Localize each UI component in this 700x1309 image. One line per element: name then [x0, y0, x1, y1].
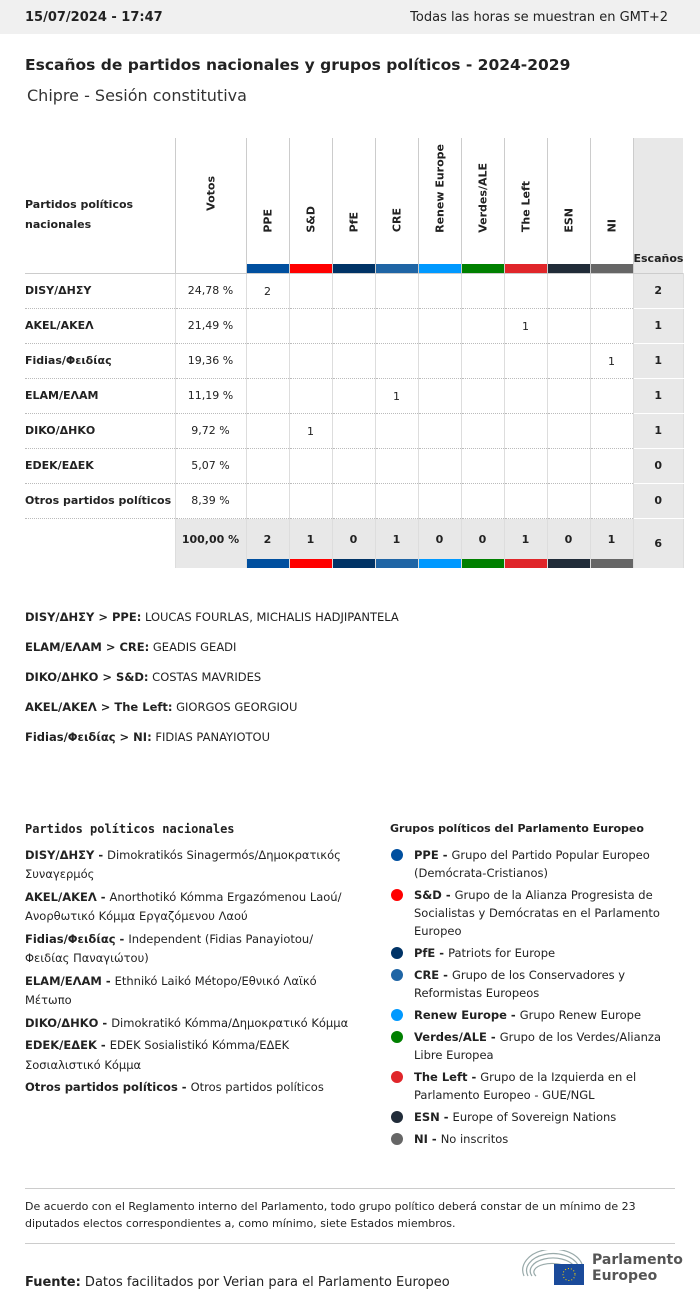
table-row [25, 483, 683, 518]
party-name: AKEL/ΑΚΕΛ [25, 308, 175, 343]
votes-value: 5,07 % [175, 448, 246, 483]
legend-group-key: CRE - [414, 968, 452, 982]
group-seats-cell [504, 448, 547, 483]
legend-party-key: DISY/ΔΗΣΥ - [25, 847, 108, 862]
group-seats-total: 1 [504, 518, 547, 568]
legend-group-key: ESN - [414, 1110, 453, 1124]
group-color-bar [548, 264, 590, 273]
group-seats-cell: 1 [590, 343, 633, 378]
group-seats-cell [246, 413, 289, 448]
assignment-meps: FIDIAS PANAYIOTOU [151, 730, 271, 744]
assignment-item [25, 610, 399, 640]
source-label: Fuente: [25, 1275, 81, 1290]
group-header-label: ESN [562, 207, 575, 233]
legend-party-name: Dimokratikó Kómma/Δημοκρατικό Κόμμα [111, 1015, 349, 1030]
group-seats-cell: 1 [375, 378, 418, 413]
group-seats-cell [375, 273, 418, 308]
group-seats-total: 0 [418, 518, 461, 568]
group-seats-cell [246, 448, 289, 483]
legend-party-key: AKEL/ΑΚΕΛ - [25, 889, 110, 904]
table-row [25, 308, 683, 343]
legend-group-item [390, 1028, 680, 1064]
mep-assignments [25, 610, 399, 760]
assignment-key: DIKO/ΔΗΚΟ > S&D: [25, 670, 149, 684]
group-seats-cell [547, 343, 590, 378]
group-column-header [461, 138, 504, 273]
legend-group-item [390, 1006, 680, 1024]
group-color-dot-icon [391, 849, 403, 861]
group-seats-total: 2 [246, 518, 289, 568]
assignment-item [25, 640, 399, 670]
legend-party-item [25, 1036, 355, 1075]
legend-group-item [390, 944, 680, 962]
group-seats-cell [461, 273, 504, 308]
group-column-header [418, 138, 461, 273]
group-seats-cell [461, 308, 504, 343]
group-seats-cell [289, 378, 332, 413]
group-seats-cell [418, 378, 461, 413]
group-seats-cell [461, 483, 504, 518]
group-color-bar [591, 559, 633, 568]
group-seats-total: 0 [547, 518, 590, 568]
legend-party-name: Ethnikó Laikó Métopo/Εθνικό Λαϊκό Μέτωπο [25, 973, 317, 1007]
group-seats-cell [418, 483, 461, 518]
group-color-bar [505, 264, 547, 273]
group-color-bar [462, 559, 504, 568]
party-name: Otros partidos políticos [25, 483, 175, 518]
group-color-bar [333, 559, 375, 568]
source [25, 1275, 450, 1290]
group-column-header [590, 138, 633, 273]
legend-party-name: Independent (Fidias Panayiotou/Φειδίας Παναγιώτου) [25, 931, 314, 965]
votes-value: 8,39 % [175, 483, 246, 518]
legend-party-item [25, 1078, 355, 1098]
votes-total: 100,00 % [175, 518, 246, 568]
group-seats-cell [332, 483, 375, 518]
total-seats-cell: 1 [633, 378, 683, 413]
group-header-label: NI [605, 219, 618, 233]
group-seats-cell [590, 273, 633, 308]
legend-group-item [390, 1068, 680, 1104]
legend-political-groups-title: Grupos políticos del Parlamento Europeo [390, 822, 644, 835]
assignment-meps: GIORGOS GEORGIOU [172, 700, 298, 714]
assignment-key: Fidias/Φειδίας > NI: [25, 730, 152, 744]
legend-group-item [390, 966, 680, 1002]
group-seats-cell [418, 448, 461, 483]
assignment-meps: GEADIS GEADI [149, 640, 237, 654]
party-name: EDEK/ΕΔΕΚ [25, 448, 175, 483]
legend-group-key: PPE - [414, 848, 452, 862]
group-column-header [246, 138, 289, 273]
group-color-bar [376, 559, 418, 568]
legend-party-key: EDEK/ΕΔΕΚ - [25, 1038, 110, 1052]
group-seats-total: 0 [332, 518, 375, 568]
legend-party-key: ELAM/ΕΛΑΜ - [25, 973, 115, 988]
group-column-header [375, 138, 418, 273]
group-seats-total: 1 [375, 518, 418, 568]
votes-value: 11,19 % [175, 378, 246, 413]
group-seats-cell [332, 343, 375, 378]
group-seats-cell [461, 413, 504, 448]
group-header-label: PfE [347, 212, 360, 233]
group-color-bar [548, 559, 590, 568]
group-seats-cell [289, 343, 332, 378]
votes-value: 21,49 % [175, 308, 246, 343]
legend-party-item [25, 888, 355, 927]
group-seats-cell [504, 273, 547, 308]
page-title: Escaños de partidos nacionales y grupos políticos - 2024-2029 [25, 56, 571, 74]
group-color-dot-icon [391, 889, 403, 901]
group-seats-cell [418, 413, 461, 448]
votes-column-header [175, 138, 246, 273]
datetime: 15/07/2024 - 17:47 [25, 9, 163, 25]
group-seats-cell [547, 308, 590, 343]
logo-line1: Parlamento [592, 1252, 683, 1268]
parlamento-europeo-logo [520, 1250, 683, 1286]
legend-group-name: Grupo de los Verdes/Alianza Libre Europea [414, 1030, 662, 1062]
legend-group-name: No inscritos [440, 1132, 509, 1146]
group-header-label: S&D [304, 205, 317, 233]
group-seats-cell [332, 413, 375, 448]
group-seats-cell [289, 483, 332, 518]
group-seats-total: 1 [289, 518, 332, 568]
group-color-dot-icon [391, 1009, 403, 1021]
assignment-item [25, 670, 399, 700]
legend-group-name: Grupo de los Conservadores y Reformistas Europeos [414, 968, 626, 1000]
group-seats-cell [547, 378, 590, 413]
group-seats-cell [332, 378, 375, 413]
hemicycle-flag-icon [520, 1250, 586, 1286]
group-color-bar [462, 264, 504, 273]
legend-group-key: PfE - [414, 946, 449, 960]
group-color-dot-icon [391, 1133, 403, 1145]
group-color-bar [290, 559, 332, 568]
group-seats-cell: 1 [289, 413, 332, 448]
group-color-dot-icon [391, 1111, 403, 1123]
group-color-bar [419, 264, 461, 273]
group-seats-cell [590, 483, 633, 518]
group-header-label: The Left [519, 181, 532, 233]
group-seats-cell [461, 343, 504, 378]
group-column-header [289, 138, 332, 273]
legend-party-name: EDEK Sosialistikó Kómma/ΕΔΕΚ Σοσιαλιστικό Κόμμα [25, 1038, 290, 1072]
legend-group-name: Grupo de la Alianza Progresista de Socialistas y Demócratas en el Parlamento Europeo [414, 888, 660, 938]
party-name: Fidias/Φειδίας [25, 343, 175, 378]
legend-party-name: Otros partidos políticos [190, 1080, 324, 1094]
group-column-header [504, 138, 547, 273]
group-color-dot-icon [391, 947, 403, 959]
group-seats-cell [246, 343, 289, 378]
group-header-label: Verdes/ALE [476, 162, 489, 233]
group-color-bar [290, 264, 332, 273]
group-color-bar [247, 559, 289, 568]
legend-party-name: Dimokratikós Sinagermós/Δημοκρατικός Συναγερμός [25, 847, 341, 881]
group-color-bar [247, 264, 289, 273]
legend-party-item [25, 1014, 355, 1034]
assignment-key: DISY/ΔΗΣΥ > PPE: [25, 610, 142, 624]
group-seats-cell [375, 483, 418, 518]
group-seats-cell [246, 378, 289, 413]
group-seats-cell [504, 378, 547, 413]
legend-national-parties [25, 820, 355, 1101]
group-seats-cell [504, 413, 547, 448]
top-bar [0, 0, 700, 34]
legend-group-item [390, 1108, 680, 1126]
legend-party-key: Fidias/Φειδίας - [25, 931, 129, 946]
votes-value: 9,72 % [175, 413, 246, 448]
total-seats-cell: 1 [633, 413, 683, 448]
logo-line2: Europeo [592, 1268, 658, 1284]
table-row [25, 273, 683, 308]
group-seats-total: 0 [461, 518, 504, 568]
group-seats-cell [461, 378, 504, 413]
votes-header-label: Votos [204, 175, 217, 211]
legend-group-item [390, 886, 680, 940]
group-seats-cell [332, 448, 375, 483]
group-seats-cell [547, 448, 590, 483]
group-color-dot-icon [391, 969, 403, 981]
group-seats-total: 1 [590, 518, 633, 568]
assignment-item [25, 730, 399, 760]
group-seats-cell [289, 448, 332, 483]
group-seats-cell [418, 343, 461, 378]
legend-group-key: The Left - [414, 1070, 481, 1084]
seats-total: 6 [633, 518, 683, 568]
rules-note: De acuerdo con el Reglamento interno del Parlamento, todo grupo político deberá constar de un mínimo de 23 diputados electos correspondientes a, como mínimo, siete Estados miembros. [25, 1188, 675, 1244]
group-seats-cell [590, 378, 633, 413]
total-seats-cell: 1 [633, 343, 683, 378]
group-seats-cell [332, 273, 375, 308]
legend-party-item [25, 930, 355, 969]
votes-value: 19,36 % [175, 343, 246, 378]
party-name: DIKO/ΔΗΚΟ [25, 413, 175, 448]
party-name: DISY/ΔΗΣΥ [25, 273, 175, 308]
party-column-header: Partidos políticos nacionales [25, 138, 175, 273]
group-header-label: PPE [261, 208, 274, 233]
group-seats-cell [375, 413, 418, 448]
seats-column-header: Escaños [633, 138, 683, 273]
legend-national-parties-title: Partidos políticos nacionales [25, 822, 235, 836]
totals-row [25, 518, 683, 568]
group-color-bar [333, 264, 375, 273]
legend-group-key: NI - [414, 1132, 441, 1146]
source-text: Datos facilitados por Verian para el Parlamento Europeo [80, 1275, 450, 1290]
group-seats-cell [418, 308, 461, 343]
group-color-dot-icon [391, 1071, 403, 1083]
legend-party-name: Anorthotikó Kómma Ergazómenou Laoú/ Ανορθωτικό Κόμμα Εργαζόμενου Λαού [25, 889, 342, 923]
assignment-meps: LOUCAS FOURLAS, MICHALIS HADJIPANTELA [141, 610, 399, 624]
group-color-bar [376, 264, 418, 273]
legend-group-key: Verdes/ALE - [414, 1030, 500, 1044]
legend-group-name: Grupo Renew Europe [519, 1008, 642, 1022]
party-name: ELAM/ΕΛΑΜ [25, 378, 175, 413]
legend-group-item [390, 846, 680, 882]
group-seats-cell [590, 448, 633, 483]
legend-party-key: DIKO/ΔΗΚΟ - [25, 1015, 112, 1030]
group-seats-cell [590, 413, 633, 448]
legend-group-key: Renew Europe - [414, 1008, 520, 1022]
group-color-bar [591, 264, 633, 273]
total-seats-cell: 2 [633, 273, 683, 308]
legend-political-groups [390, 820, 680, 1152]
group-seats-cell: 2 [246, 273, 289, 308]
group-seats-cell [332, 308, 375, 343]
legend-party-item [25, 972, 355, 1011]
table-row [25, 413, 683, 448]
assignment-key: AKEL/ΑΚΕΛ > The Left: [25, 700, 173, 714]
legend-group-item [390, 1130, 680, 1148]
legend-party-key: Otros partidos políticos - [25, 1080, 191, 1094]
group-seats-cell [246, 483, 289, 518]
group-seats-cell [375, 448, 418, 483]
group-seats-cell [504, 483, 547, 518]
group-seats-cell: 1 [504, 308, 547, 343]
group-header-label: CRE [390, 208, 403, 233]
total-seats-cell: 0 [633, 483, 683, 518]
group-column-header [547, 138, 590, 273]
legend-group-name: Grupo de la Izquierda en el Parlamento Europeo - GUE/NGL [414, 1070, 637, 1102]
table-row [25, 448, 683, 483]
seats-table [25, 138, 684, 568]
votes-value: 24,78 % [175, 273, 246, 308]
group-seats-cell [461, 448, 504, 483]
group-color-dot-icon [391, 1031, 403, 1043]
assignment-meps: COSTAS MAVRIDES [148, 670, 262, 684]
group-seats-cell [547, 483, 590, 518]
group-seats-cell [289, 308, 332, 343]
group-seats-cell [246, 308, 289, 343]
group-seats-cell [375, 308, 418, 343]
legend-group-name: Patriots for Europe [448, 946, 556, 960]
assignment-item [25, 700, 399, 730]
legend-party-item [25, 846, 355, 885]
table-row [25, 378, 683, 413]
timezone-note: Todas las horas se muestran en GMT+2 [410, 9, 668, 25]
group-seats-cell [289, 273, 332, 308]
total-seats-cell: 0 [633, 448, 683, 483]
legend-group-key: S&D - [414, 888, 455, 902]
legend-group-name: Europe of Sovereign Nations [452, 1110, 617, 1124]
group-seats-cell [504, 343, 547, 378]
group-header-label: Renew Europe [433, 143, 446, 233]
page-subtitle: Chipre - Sesión constitutiva [27, 86, 247, 105]
group-seats-cell [375, 343, 418, 378]
group-color-bar [505, 559, 547, 568]
group-seats-cell [590, 308, 633, 343]
group-seats-cell [418, 273, 461, 308]
table-row [25, 343, 683, 378]
totals-blank [25, 518, 175, 568]
group-seats-cell [547, 273, 590, 308]
total-seats-cell: 1 [633, 308, 683, 343]
group-color-bar [419, 559, 461, 568]
group-column-header [332, 138, 375, 273]
assignment-key: ELAM/ΕΛΑΜ > CRE: [25, 640, 150, 654]
legend-group-name: Grupo del Partido Popular Europeo (Demócrata-Cristianos) [414, 848, 650, 880]
group-seats-cell [547, 413, 590, 448]
